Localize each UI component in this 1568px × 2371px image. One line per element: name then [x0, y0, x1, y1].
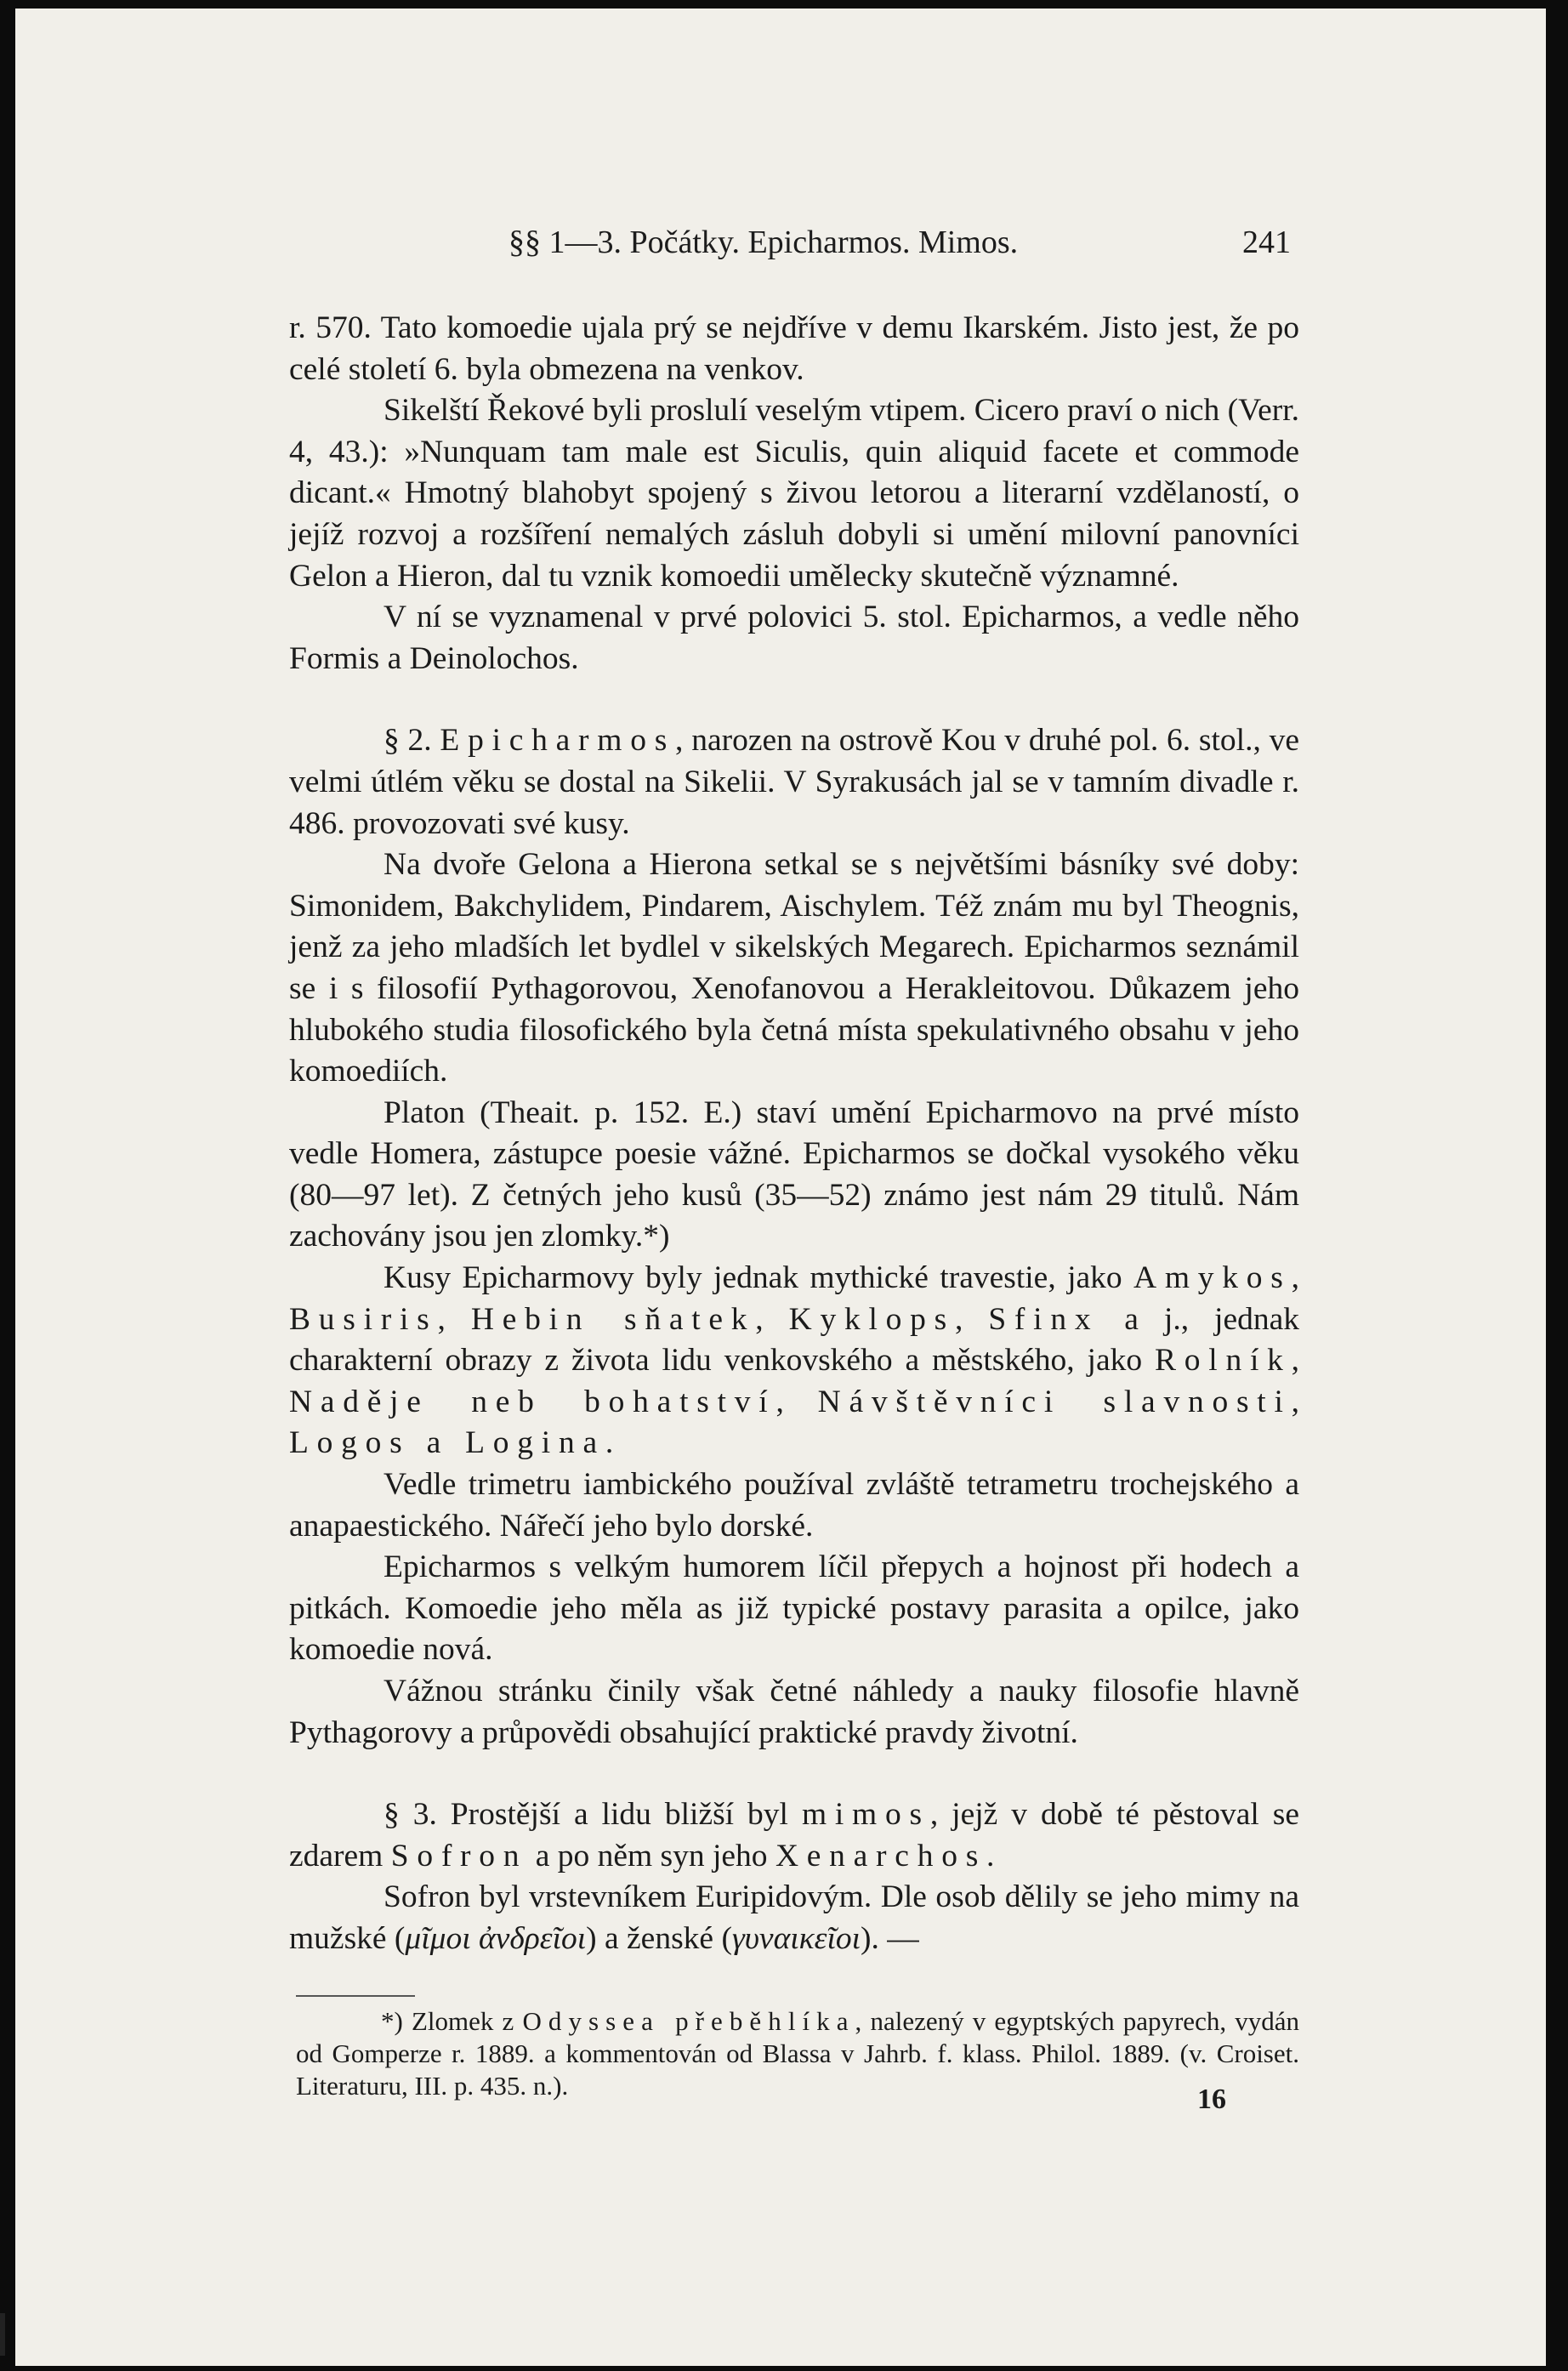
spaced-term: Rolník	[1155, 1343, 1292, 1379]
spaced-term: Amykos	[1133, 1260, 1292, 1296]
text-run: ,	[437, 1301, 471, 1337]
text-run: § 2.	[383, 723, 440, 759]
text-run: § 3. Prostější a lidu bližší byl	[383, 1797, 802, 1833]
text-run: Epicharmos s velkým humorem líčil přepych a hojnost při hodech a pitkách. Komoedie jeho měla as již typické postavy parasita a opilce, jako komoedie nová.	[289, 1549, 1299, 1668]
text-run: ,	[775, 1384, 818, 1419]
text-run: V ní se vyznamenal v prvé polovici 5. stol. Epicharmos, a vedle něho Formis a Deinolochos.	[289, 600, 1299, 676]
paragraph	[289, 1464, 1299, 1547]
text-run: ,	[755, 1301, 789, 1337]
spaced-term: Návštěvníci slavnosti	[817, 1384, 1292, 1419]
text-run: ) a ženské (	[586, 1920, 732, 1956]
greek-term: γυναικεῖοι	[731, 1920, 861, 1956]
footnote-paragraph	[296, 2005, 1299, 2102]
text-run: a po něm syn jeho	[527, 1838, 775, 1873]
text-run: Sikelští Řekové byli proslulí veselým vtipem. Cicero praví o nich (Verr. 4, 43.): »Nunquam tam male est Siculis, quin aliquid facete et commode dicant.« Hmotný blahobyt spojený s živou letorou a literarní vzdělaností, o jejíž rozvoj a rozšíření nemalých zásluh dobyli si umění milovní panovníci Gelon a Hieron, dal tu vznik komoedii umělecky skutečně významné.	[289, 393, 1299, 594]
paragraph	[289, 1877, 1299, 1959]
greek-term: μῖμοι ἀνδρεῖοι	[405, 1920, 587, 1956]
text-run: a j., jednak charakterní obrazy z života lidu venkovského a městského, jako	[289, 1301, 1300, 1379]
spaced-term: Sofron	[390, 1838, 528, 1873]
text-run: Kusy Epicharmovy byly jednak mythické travestie, jako	[383, 1260, 1134, 1296]
text-run: ,	[1291, 1343, 1299, 1379]
paragraph	[289, 1093, 1299, 1258]
text-run: ,	[954, 1301, 989, 1337]
text-run: Vážnou stránku činily však četné náhledy a nauky filosofie hlavně Pythagorovy a průpovědi obsahující praktické pravdy životní.	[289, 1674, 1299, 1750]
spaced-term: Xenarchos	[775, 1838, 987, 1873]
paragraph	[289, 1547, 1299, 1671]
text-run: r. 570. Tato komoedie ujala prý se nejdříve v demu Ikarském. Jisto jest, že po celé století 6. byla obmezena na venkov.	[289, 310, 1299, 387]
text-run: , jejž v době té pěstoval se zdarem	[289, 1797, 1300, 1873]
paragraph	[289, 390, 1299, 597]
spaced-term: Kyklops	[788, 1301, 955, 1337]
text-run: ,	[1291, 1260, 1299, 1296]
text-run: ). —	[861, 1920, 919, 1956]
page-number: 241	[1242, 225, 1291, 260]
paragraph	[289, 1671, 1299, 1754]
text-run: ,	[1291, 1384, 1300, 1419]
spaced-term: Odyssea přeběhlíka	[522, 2006, 855, 2036]
text-run: .	[605, 1425, 614, 1461]
spaced-term: Sfinx	[988, 1301, 1099, 1337]
text-run: , narozen na ostrově Kou v druhé pol. 6. stol., ve velmi útlém věku se dostal na Sikelii. V Syrakusách jal se v tamním divadle r. 486. provozovati své kusy.	[289, 723, 1300, 841]
running-title: §§ 1—3. Počátky. Epicharmos. Mimos.	[508, 225, 1019, 260]
text-run: Na dvoře Gelona a Hierona setkal se s největšími básníky své doby: Simonidem, Bakchylidem, Pindarem, Aischylem. Též znám mu byl Theognis, jenž za jeho mladších let bydlel v sikelských Megarech. Epicharmos seznámil se i s filosofií Pythagorovou, Xenofanovou a Herakleitovou. Důkazem jeho hlubokého studia filosofického byla četná místa spekulativného obsahu v jeho komoediích.	[289, 847, 1299, 1089]
paragraph	[289, 597, 1299, 679]
running-header	[304, 224, 1291, 266]
text-run: Sofron byl vrstevníkem Euripidovým. Dle osob dělily se jeho mimy na mužské (	[289, 1879, 1299, 1956]
paragraph	[289, 720, 1299, 844]
spaced-term: Naděje neb bohatství	[289, 1384, 776, 1419]
spaced-term: Epicharmos	[440, 723, 676, 759]
footnote	[296, 2005, 1299, 2102]
spaced-term: Busiris	[289, 1301, 438, 1337]
text-run: *) Zlomek z	[381, 2006, 523, 2036]
main-text	[289, 308, 1299, 1960]
spaced-term: mimos	[801, 1797, 930, 1833]
text-run: .	[986, 1838, 995, 1873]
scan-edge-mark	[0, 2313, 5, 2356]
paragraph	[289, 844, 1299, 1093]
paragraph	[289, 1794, 1299, 1877]
text-run: Platon (Theait. p. 152. E.) staví umění Epicharmovo na prvé místo vedle Homera, zástupce poesie vážné. Epicharmos se dočkal vysokého věku (80—97 let). Z četných jeho kusů (35—52) známo jest nám 29 titulů. Nám zachovány jsou jen zlomky.*)	[289, 1095, 1299, 1254]
signature-mark: 16	[1197, 2084, 1226, 2115]
paragraph	[289, 308, 1299, 390]
paragraph	[289, 1258, 1299, 1464]
book-page	[15, 9, 1546, 2366]
text-run: Vedle trimetru iambického používal zvláště tetrametru trochejského a anapaestického. Nářečí jeho bylo dorské.	[289, 1467, 1299, 1544]
spaced-term: Hebin sňatek	[470, 1301, 756, 1337]
spaced-term: Logos a Logina	[289, 1425, 605, 1461]
text-run: , nalezený v egyptských papyrech, vydán od Gomperze r. 1889. a kommentován od Blassa v Jahrb. f. klass. Philol. 1889. (v. Croiset. Literaturu, III. p. 435. n.).	[296, 2006, 1299, 2101]
footnote-rule	[296, 1995, 415, 1997]
